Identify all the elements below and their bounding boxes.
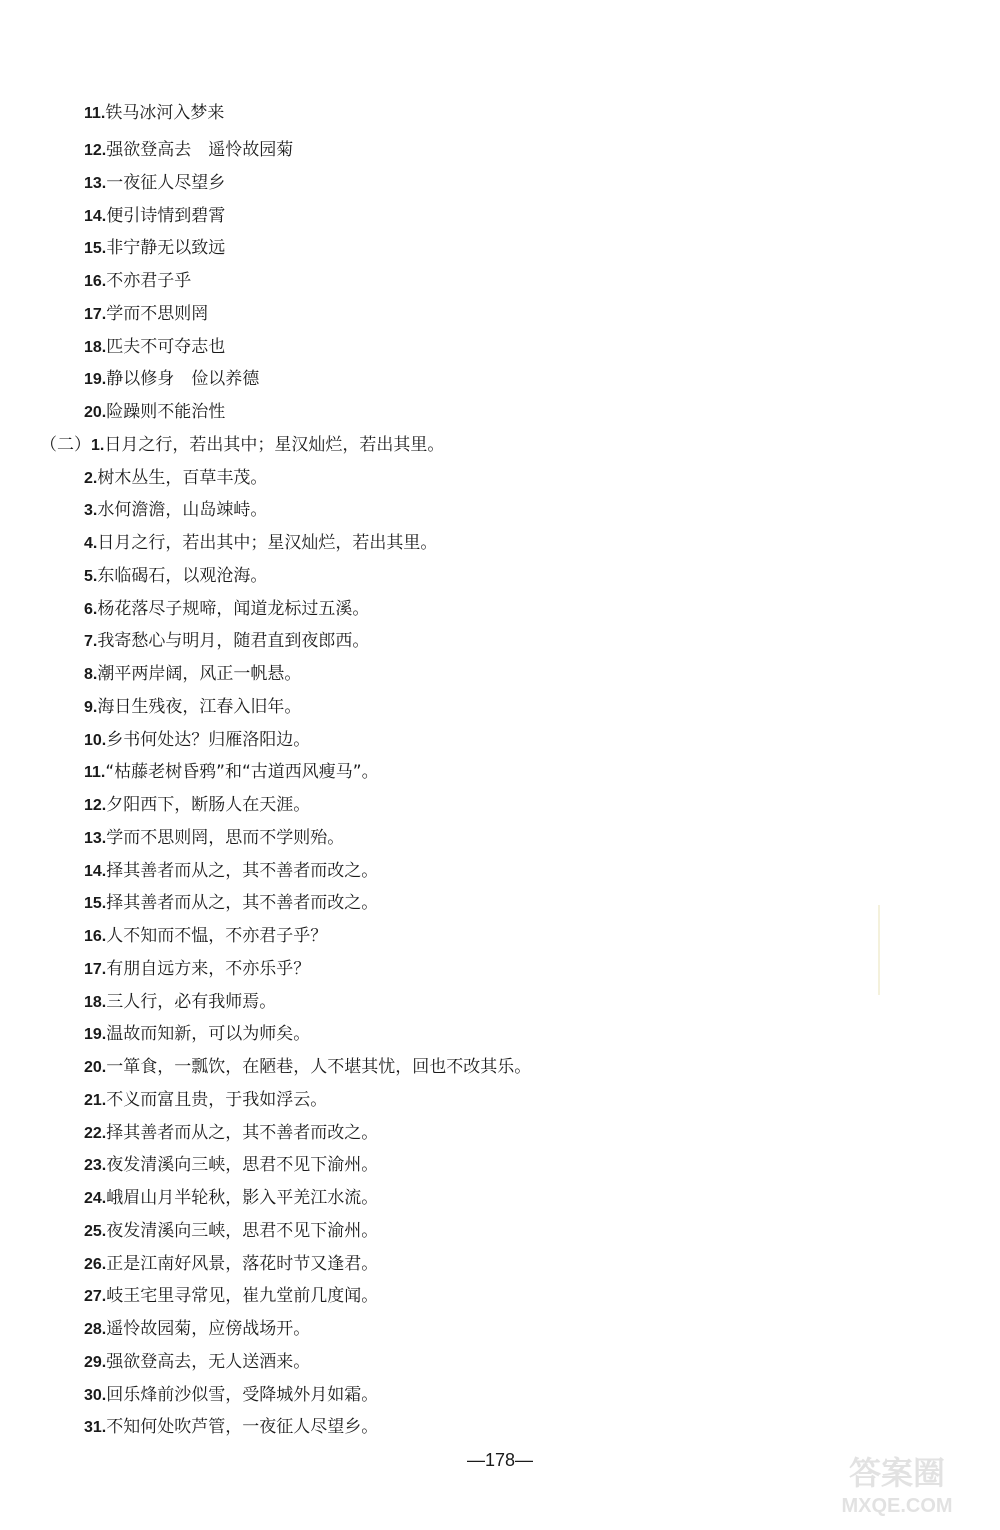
item-number: 11. [84,764,106,781]
item-text: 不亦君子乎 [106,271,192,291]
item-number: 25. [84,1223,107,1240]
list-item [84,662,301,686]
item-number: 13. [84,830,107,847]
list-item [84,101,224,125]
item-number: 17. [84,961,107,978]
item-text: 强欲登高去 遥怜故园菊 [106,140,294,160]
item-number: 31. [84,1419,107,1436]
item-number: 2. [84,470,98,487]
item-number: 11. [84,105,106,122]
list-item [84,498,267,522]
list-item [84,990,276,1014]
item-number: 14. [84,208,107,225]
item-text: 不义而富且贵，于我如浮云。 [106,1090,328,1110]
item-number: 10. [84,732,107,749]
list-item [84,826,344,850]
item-text: 水何澹澹，山岛竦峙。 [97,500,268,520]
item-number: 26. [84,1256,107,1273]
list-item [84,1317,310,1341]
item-number: 13. [84,175,107,192]
item-text: 强欲登高去，无人送酒来。 [106,1352,311,1372]
item-text: 岐王宅里寻常见，崔九堂前几度闻。 [106,1286,379,1306]
item-number: 3. [84,502,98,519]
list-item [84,629,369,653]
item-text: 日月之行，若出其中；星汉灿烂，若出其里。 [104,435,445,455]
list-item [84,171,225,195]
item-text: 杨花落尽子规啼，闻道龙标过五溪。 [97,599,370,619]
item-number: 15. [84,895,107,912]
watermark-logo [812,1448,982,1518]
item-text: 匹夫不可夺志也 [106,337,226,357]
item-text: 静以修身 俭以养德 [106,369,260,389]
item-text: 非宁静无以致远 [106,238,226,258]
list-item [84,1153,378,1177]
item-text: 铁马冰河入梦来 [105,103,225,123]
item-text: 日月之行，若出其中；星汉灿烂，若出其里。 [97,533,438,553]
item-text: 正是江南好风景，落花时节又逢君。 [106,1254,379,1274]
item-text: 三人行，必有我师焉。 [106,992,277,1012]
item-number: 17. [84,306,107,323]
list-item [84,1219,378,1243]
item-text: 择其善者而从之，其不善者而改之。 [106,893,379,913]
item-text: 潮平两岸阔，风正一帆悬。 [97,664,302,684]
item-text: 回乐烽前沙似雪，受降城外月如霜。 [106,1385,379,1405]
item-text: 择其善者而从之，其不善者而改之。 [106,861,379,881]
item-number: 20. [84,404,107,421]
list-item [84,1022,310,1046]
item-number: 6. [84,601,98,618]
item-text: “枯藤老树昏鸦”和“古道西风瘦马”。 [105,762,379,782]
list-item [84,466,267,490]
list-item [84,1383,378,1407]
list-item [84,1284,378,1308]
list-item [84,236,225,260]
item-number: 7. [84,633,98,650]
watermark-top-text: 答案圈 [848,1454,946,1492]
item-number: 16. [84,928,107,945]
item-number: 15. [84,240,107,257]
list-item [84,400,225,424]
item-text: 乡书何处达？归雁洛阳边。 [106,730,311,750]
item-text: 遥怜故园菊，应傍战场开。 [106,1319,311,1339]
list-item [84,564,267,588]
item-text: 人不知而不愠，不亦君子乎？ [106,926,328,946]
list-item [84,1350,310,1374]
list-item [84,891,378,915]
list-item [84,1121,378,1145]
list-item [84,1415,378,1439]
item-number: 1. [91,437,105,454]
item-number: 8. [84,666,98,683]
item-text: 海日生残夜，江春入旧年。 [97,697,302,717]
list-item [84,924,327,948]
list-item [84,1252,378,1276]
watermark-bottom-text: MXQE.COM [841,1495,953,1517]
item-text: 一夜征人尽望乡 [106,173,226,193]
list-item [84,138,293,162]
item-text: 一箪食，一瓢饮，在陋巷，人不堪其忧，回也不改其乐。 [106,1057,532,1077]
section-label: （二） [40,435,91,455]
list-item [84,597,369,621]
item-text: 温故而知新，可以为师矣。 [106,1024,311,1044]
list-item [84,957,310,981]
item-number: 24. [84,1190,107,1207]
list-item [84,793,310,817]
item-number: 19. [84,1026,107,1043]
item-number: 16. [84,273,107,290]
item-text: 学而不思则罔，思而不学则殆。 [106,828,345,848]
list-item [84,1186,378,1210]
item-number: 18. [84,339,107,356]
item-number: 12. [84,142,107,159]
list-item [84,367,259,391]
item-number: 30. [84,1387,107,1404]
item-text: 东临碣石，以观沧海。 [97,566,268,586]
item-number: 22. [84,1125,107,1142]
item-number: 4. [84,535,98,552]
item-number: 9. [84,699,98,716]
item-text: 便引诗情到碧霄 [106,206,226,226]
item-number: 20. [84,1059,107,1076]
item-number: 14. [84,863,107,880]
item-number: 5. [84,568,98,585]
list-item [84,204,225,228]
list-item [84,1055,531,1079]
list-item [84,531,437,555]
item-text: 有朋自远方来，不亦乐乎？ [106,959,311,979]
item-text: 不知何处吹芦管，一夜征人尽望乡。 [106,1417,379,1437]
page-number-text: —178— [466,1450,534,1470]
item-number: 23. [84,1157,107,1174]
list-item [40,433,444,457]
item-number: 12. [84,797,107,814]
list-item [84,859,378,883]
item-number: 28. [84,1321,107,1338]
item-number: 21. [84,1092,107,1109]
item-text: 峨眉山月半轮秋，影入平羌江水流。 [106,1188,379,1208]
item-text: 夜发清溪向三峡，思君不见下渝州。 [106,1155,379,1175]
item-text: 险躁则不能治性 [106,402,226,422]
item-text: 夕阳西下，断肠人在天涯。 [106,795,311,815]
list-item [84,335,225,359]
item-text: 我寄愁心与明月，随君直到夜郎西。 [97,631,370,651]
item-number: 29. [84,1354,107,1371]
list-item [84,695,301,719]
paper-mark [878,905,880,995]
item-number: 27. [84,1288,107,1305]
item-number: 19. [84,371,107,388]
list-item [84,760,379,784]
list-item [84,302,208,326]
item-text: 树木丛生，百草丰茂。 [97,468,268,488]
list-item [84,269,191,293]
item-text: 夜发清溪向三峡，思君不见下渝州。 [106,1221,379,1241]
item-text: 择其善者而从之，其不善者而改之。 [106,1123,379,1143]
list-item [84,1088,327,1112]
item-number: 18. [84,994,107,1011]
list-item [84,728,310,752]
item-text: 学而不思则罔 [106,304,209,324]
